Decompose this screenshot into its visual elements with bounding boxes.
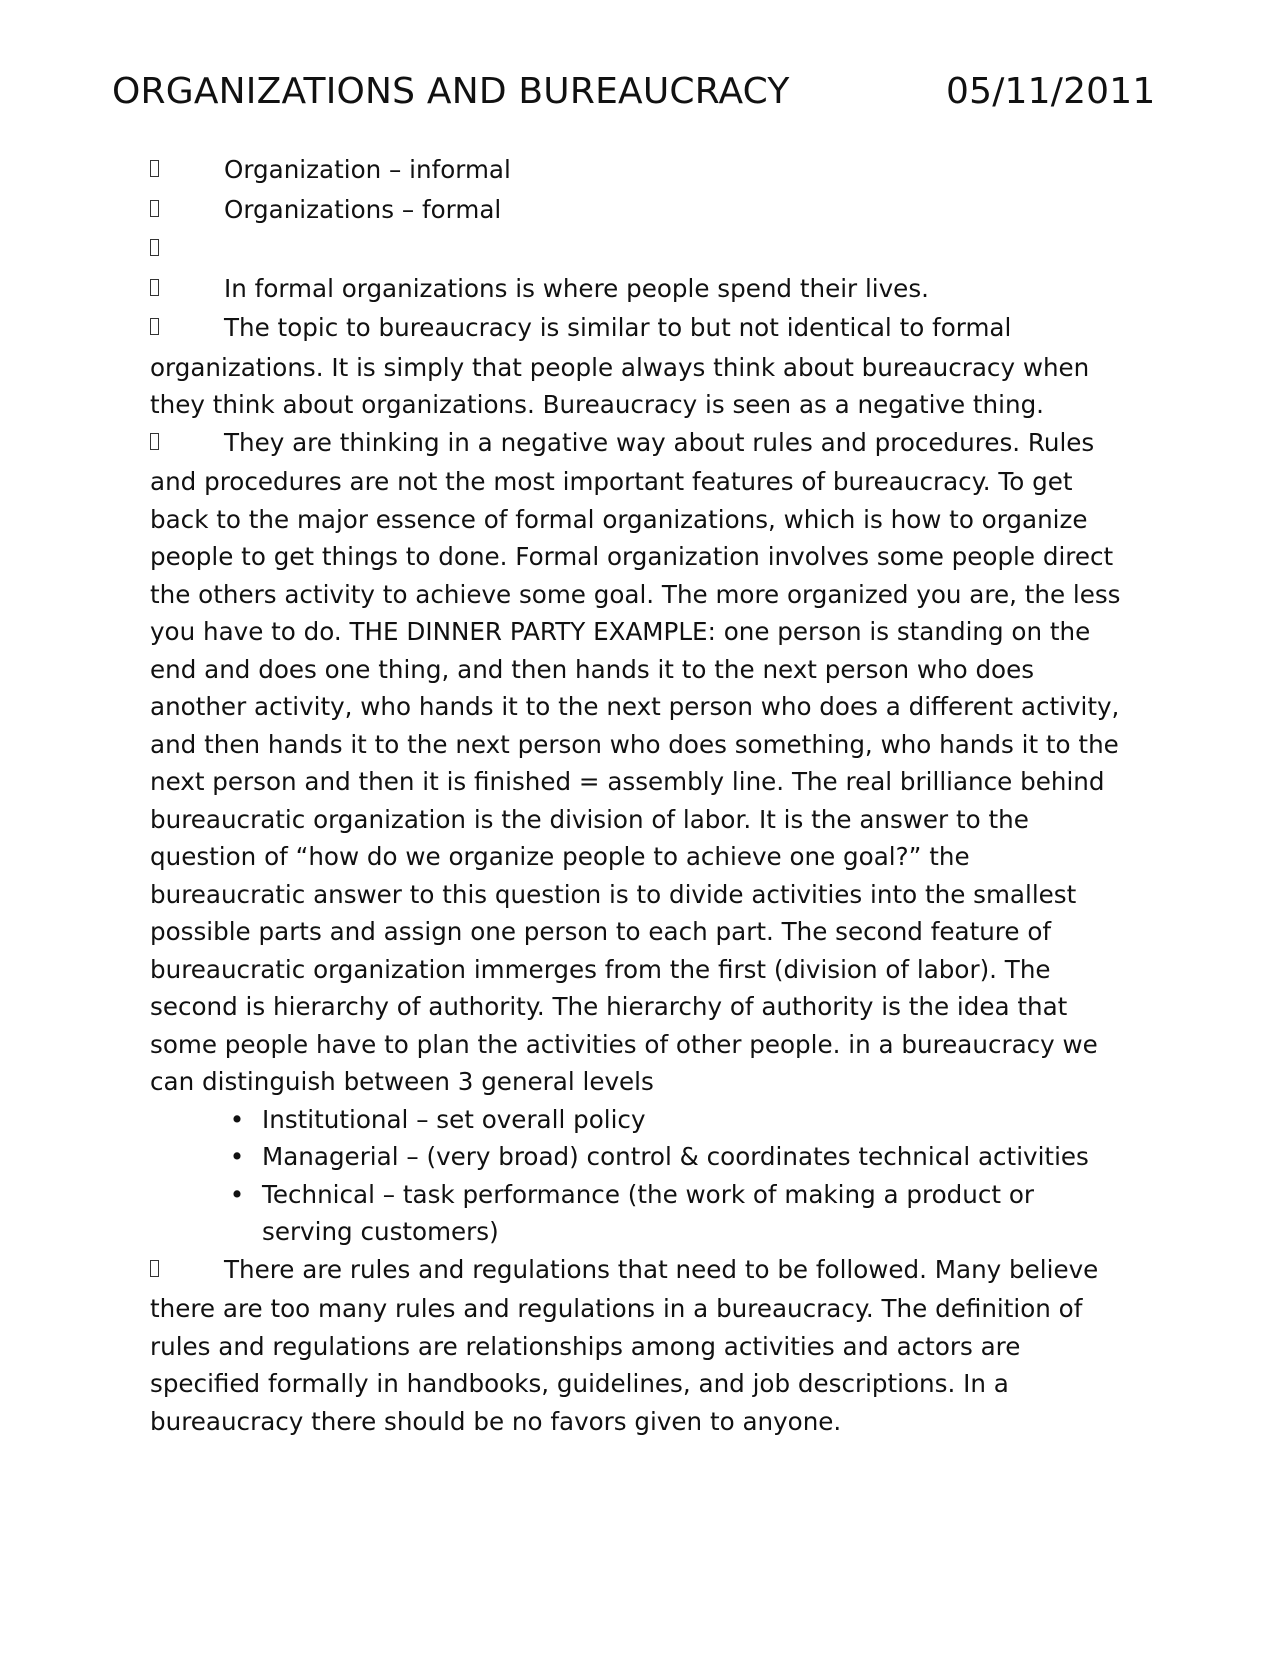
paragraph-text: They are thinking in a negative way about rules and procedures. Rules and procedures are not the most important features of bureaucracy. To get back to the major essence of formal organizations, which is how to organize people to get things to done. Formal organization involves some people direct the others activity to achieve some goal. The more organized you are, the less you have to do. THE DINNER PARTY EXAMPLE: one person is standing on the end and does one thing, and then hands it to the next person who does another activity, who hands it to the next person who does a different activity, and then hands it to the next person who does something, who hands it to the next person and then it is finished = assembly line. The real brilliance behind bureaucratic organization is the division of labor. It is the answer to the question of “how do we organize people to achieve one goal?” the bureaucratic answer to this question is to divide activities into the smallest possible parts and assign one person to each part. The second feature of bureaucratic organization immerges from the first (division of labor). The second is hierarchy of authority. The hierarchy of authority is the idea that some people have to plan the activities of other people. in a bureaucracy we can distinguish between 3 general levels	[150, 427, 1121, 1096]
level-item	[150, 1101, 1130, 1139]
level-item	[150, 1176, 1130, 1251]
item-text: Organization – informal	[224, 155, 511, 184]
list-item	[150, 151, 1130, 191]
level-item	[150, 1138, 1130, 1176]
level-text: Managerial – (very broad) control & coordinates technical activities	[262, 1142, 1089, 1171]
missing-glyph-icon	[150, 1251, 224, 1291]
level-text: Institutional – set overall policy	[262, 1104, 646, 1134]
levels-list	[150, 1101, 1130, 1251]
bullet-icon: •	[229, 1142, 245, 1171]
list-item	[150, 230, 1130, 270]
list-item	[150, 191, 1130, 231]
missing-glyph-icon	[150, 230, 224, 270]
missing-glyph-icon	[150, 270, 224, 310]
paragraph	[150, 1251, 1130, 1441]
document-body	[150, 151, 1130, 1440]
item-text: In formal organizations is where people spend their lives.	[224, 273, 929, 303]
paragraph-text: There are rules and regulations that need to be followed. Many believe there are too many rules and regulations in a bureaucracy. The definition of rules and regulations are relationships among activities and actors are specified formally in handbooks, guidelines, and job descriptions. In a bureaucracy there should be no favors given to anyone.	[150, 1254, 1099, 1436]
level-text: Technical – task performance (the work of making a product or serving customers)	[262, 1179, 1034, 1246]
bullet-icon: •	[229, 1179, 245, 1209]
page-title: ORGANIZATIONS AND BUREAUCRACY	[112, 71, 790, 112]
page-date: 05/11/2011	[946, 71, 1156, 112]
list-item	[150, 270, 1130, 310]
missing-glyph-icon	[150, 309, 224, 349]
missing-glyph-icon	[150, 424, 224, 464]
missing-glyph-icon	[150, 191, 224, 231]
bullet-icon: •	[229, 1104, 245, 1134]
paragraph	[150, 309, 1130, 424]
missing-glyph-icon	[150, 151, 224, 191]
item-text: Organizations – formal	[224, 194, 502, 224]
paragraph	[150, 424, 1130, 1101]
paragraph-text: The topic to bureaucracy is similar to but not identical to formal organizations. It is simply that people always think about bureaucracy when they think about organizations. Bureaucracy is seen as a negative thing.	[150, 313, 1090, 419]
